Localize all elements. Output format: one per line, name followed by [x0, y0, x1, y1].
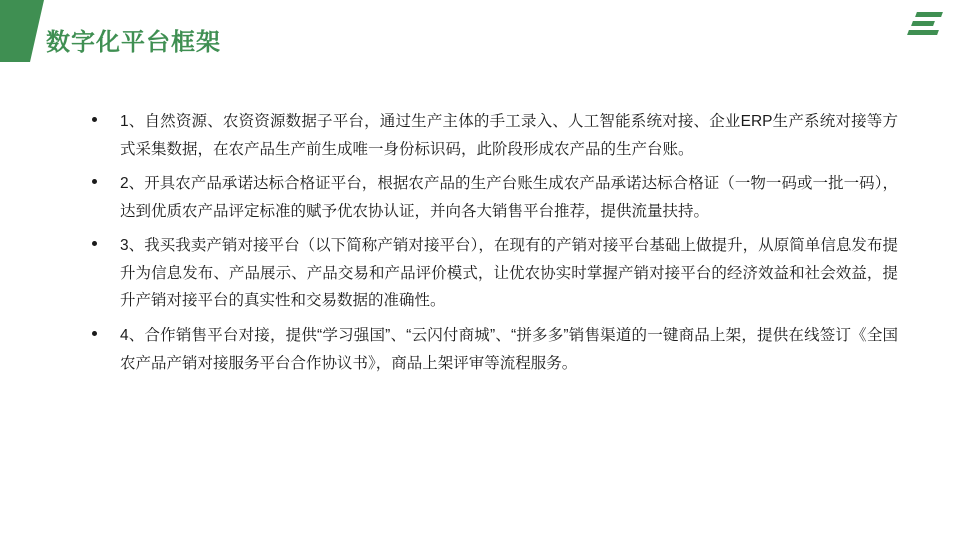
- header-accent-shape: [0, 0, 30, 62]
- slide-header: [0, 0, 960, 62]
- list-item: [78, 322, 898, 377]
- bullet-dot-icon: [92, 117, 97, 122]
- list-item-text: 3、我买我卖产销对接平台（以下简称产销对接平台），在现有的产销对接平台基础上做提升，从原简单信息发布提升为信息发布、产品展示、产品交易和产品评价模式，让优农协实时掌握产销对接平台的经济效益和社会效益，提升产销对接平台的真实性和交易数据的准确性。: [120, 237, 898, 310]
- diagonal-bars-logo-icon: [908, 12, 942, 38]
- bullet-dot-icon: [92, 241, 97, 246]
- logo-bar-top: [915, 12, 943, 17]
- list-item: [78, 232, 898, 315]
- bullet-list: [78, 108, 898, 377]
- logo-bar-middle: [911, 21, 935, 26]
- page-title: 数字化平台框架: [46, 29, 221, 56]
- slide-body: [78, 108, 898, 384]
- bullet-dot-icon: [92, 179, 97, 184]
- list-item: [78, 108, 898, 163]
- bullet-dot-icon: [92, 331, 97, 336]
- logo-bar-bottom: [907, 30, 939, 35]
- list-item-text: 2、开具农产品承诺达标合格证平台，根据农产品的生产台账生成农产品承诺达标合格证（一物一码或一批一码），达到优质农产品评定标准的赋予优农协认证，并向各大销售平台推荐，提供流量扶持。: [120, 175, 898, 220]
- list-item: [78, 170, 898, 225]
- list-item-text: 1、自然资源、农资资源数据子平台，通过生产主体的手工录入、人工智能系统对接、企业ERP生产系统对接等方式采集数据，在农产品生产前生成唯一身份标识码，此阶段形成农产品的生产台账。: [120, 113, 898, 158]
- list-item-text: 4、合作销售平台对接，提供“学习强国”、“云闪付商城”、“拼多多”销售渠道的一键商品上架，提供在线签订《全国农产品产销对接服务平台合作协议书》，商品上架评审等流程服务。: [120, 327, 898, 372]
